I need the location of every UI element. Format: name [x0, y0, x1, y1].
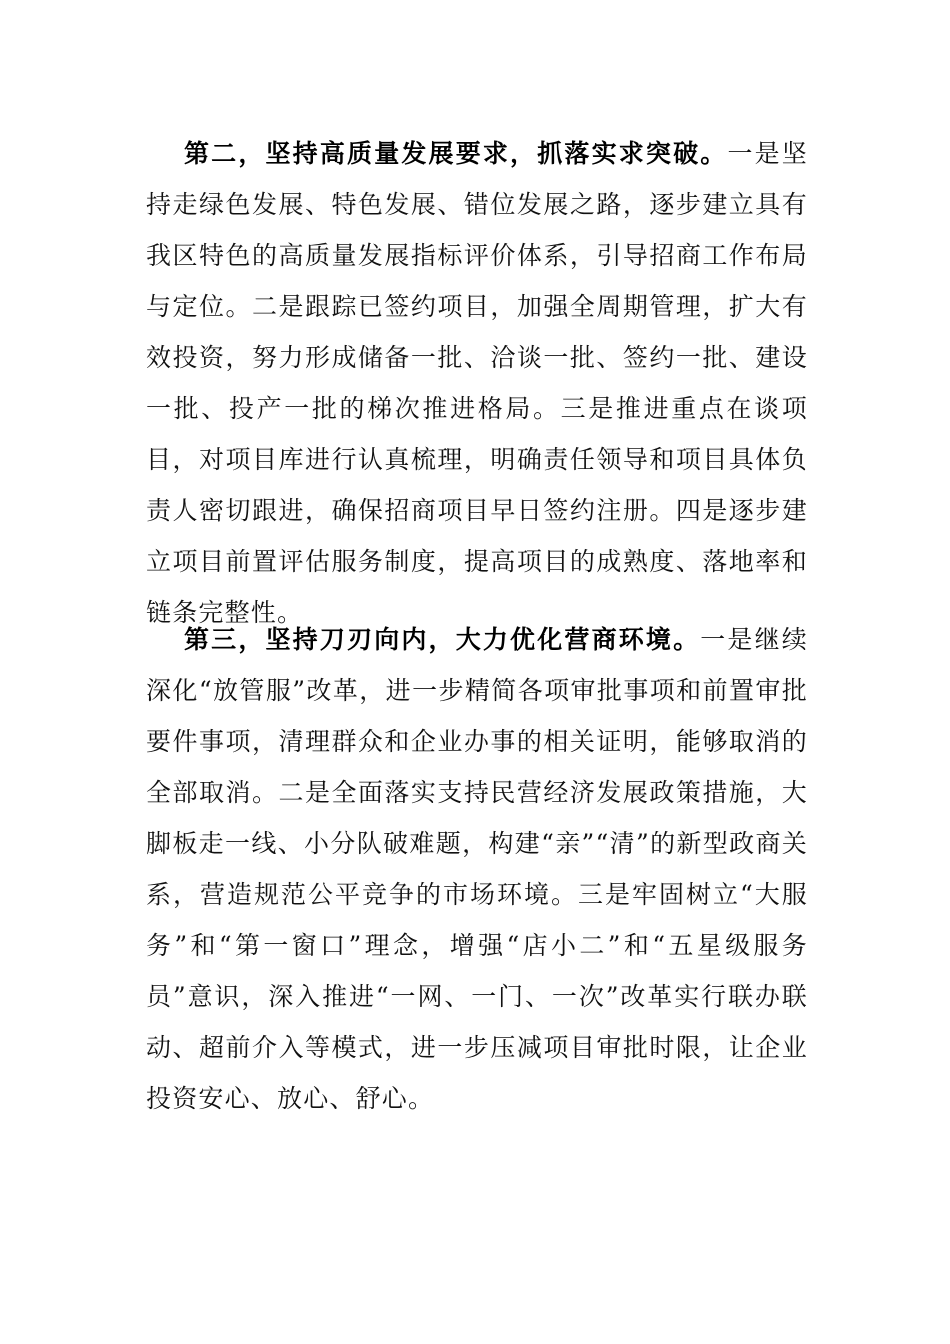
- paragraph-second: [146, 128, 808, 638]
- paragraph-body: 一是坚持走绿色发展、特色发展、错位发展之路，逐步建立具有我区特色的高质量发展指标评价体系，引导招商工作布局与定位。二是跟踪已签约项目，加强全周期管理，扩大有效投资，努力形成储备一批、洽谈一批、签约一批、建设一批、投产一批的梯次推进格局。三是推进重点在谈项目，对项目库进行认真梳理，明确责任领导和项目具体负责人密切跟进，确保招商项目早日签约注册。四是逐步建立项目前置评估服务制度，提高项目的成熟度、落地率和链条完整性。: [146, 139, 808, 627]
- paragraph-third: [146, 614, 808, 1124]
- paragraph-heading: 第二，坚持高质量发展要求，抓落实求突破。: [184, 139, 728, 168]
- paragraph-body: 一是继续深化“放管服”改革，进一步精简各项审批事项和前置审批要件事项，清理群众和企业办事的相关证明，能够取消的全部取消。二是全面落实支持民营经济发展政策措施，大脚板走一线、小分队破难题，构建“亲”“清”的新型政商关系，营造规范公平竞争的市场环境。三是牢固树立“大服务”和“第一窗口”理念，增强“店小二”和“五星级服务员”意识，深入推进“一网、一门、一次”改革实行联办联动、超前介入等模式，进一步压减项目审批时限，让企业投资安心、放心、舒心。: [146, 625, 808, 1113]
- paragraph-heading: 第三，坚持刀刃向内，大力优化营商环境。: [184, 625, 701, 654]
